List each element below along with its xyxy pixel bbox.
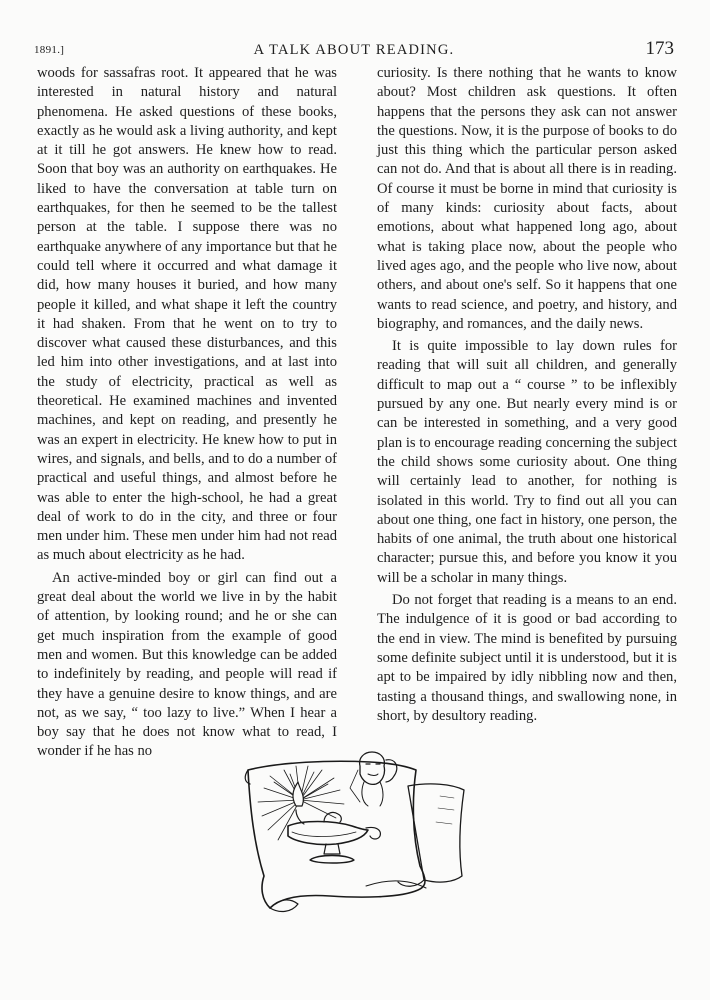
paragraph: woods for sassafras root. It appeared that he was interested in natural history and natural phenomena. He asked questions of these books, exactly as he would ask a living authority, and kept at it till he got answers. He knew how to read. Soon that boy was an authority on earthquakes. He liked to have the conversation at table turn on earthquakes, for then he seemed to be the tallest person at the table. I suppose there was no earthquake anywhere of any importance but that he could tell where it occurred and what damage it did, how many houses it buried, and how many people it killed, and what shape it left the country it had shaken. From that he went on to try to discover what caused these disturbances, and this led him into other investigations, and at last into the study of electricity, practical as well as theoretical. He examined machines and invented machines, and kept on reading, and presently he was an expert in electricity. He knew how to put in wires, and signals, and bells, and to do a number of practical and useful things, and almost before he was able to enter the high-school, he had a great deal of work to do in the city, and three or four men under him. These men under him had not read as much about electricity as he had. xyxy=(37,65,337,564)
paragraph: It is quite impossible to lay down rules for reading that will suit all children, and generally difficult to map out a “ course ” to be inflexibly pursued by any one. But nearly every mind is or can be interested in something, and a very good plan is to encourage reading concerning the subject the child shows some curiosity about. One thing will certainly lead to another, for nothing is isolated in this world. Try to find out all you can about one thing, one fact in history, one person, the habits of one animal, the truth about one historical character; pursue this, and before you know it you will be a scholar in many things. xyxy=(377,338,677,586)
paragraph: curiosity. Is there nothing that he wants to know about? Most children ask questions. It often happens that the persons they ask can not answer the questions. Now, it is the purpose of books to do just this thing which the particular person asked can not do. And that is about all there is in reading. Of course it must be borne in mind that curiosity is of many kinds: curiosity about facts, about emotions, about what happened long ago, about what is taking place now, about the people who lived ages ago, and the people who live now, about others, and about one's self. So it happens that one wants to read science, and poetry, and history, and biography, and romances, and the daily news. xyxy=(377,65,677,332)
right-column xyxy=(377,64,677,762)
text-columns xyxy=(37,64,677,762)
page-number: 173 xyxy=(645,38,674,59)
oil-lamp-scroll-icon xyxy=(240,748,472,918)
running-head xyxy=(34,40,674,62)
running-head-year: 1891.] xyxy=(34,44,65,56)
running-head-title: A TALK ABOUT READING. xyxy=(253,42,455,58)
left-column xyxy=(37,64,337,762)
paragraph: Do not forget that reading is a means to an end. The indulgence of it is good or bad according to the end in view. The mind is benefited by pursuing some definite subject until it is understood, but it is apt to be impaired by idly nibbling now and then, tasting a thousand things, and swallowing none, in short, by desultory reading. xyxy=(377,592,677,724)
paragraph: An active-minded boy or girl can find out a great deal about the world we live in by the habit of attention, by looking round; and he or she can get much inspiration from the example of good men and women. But this knowledge can be added to indefinitely by reading, and people will read if they have a genuine desire to know things, and are not, as we say, “ too lazy to live.” When I hear a boy say that he does not know what to read, I wonder if he has no xyxy=(37,569,337,760)
